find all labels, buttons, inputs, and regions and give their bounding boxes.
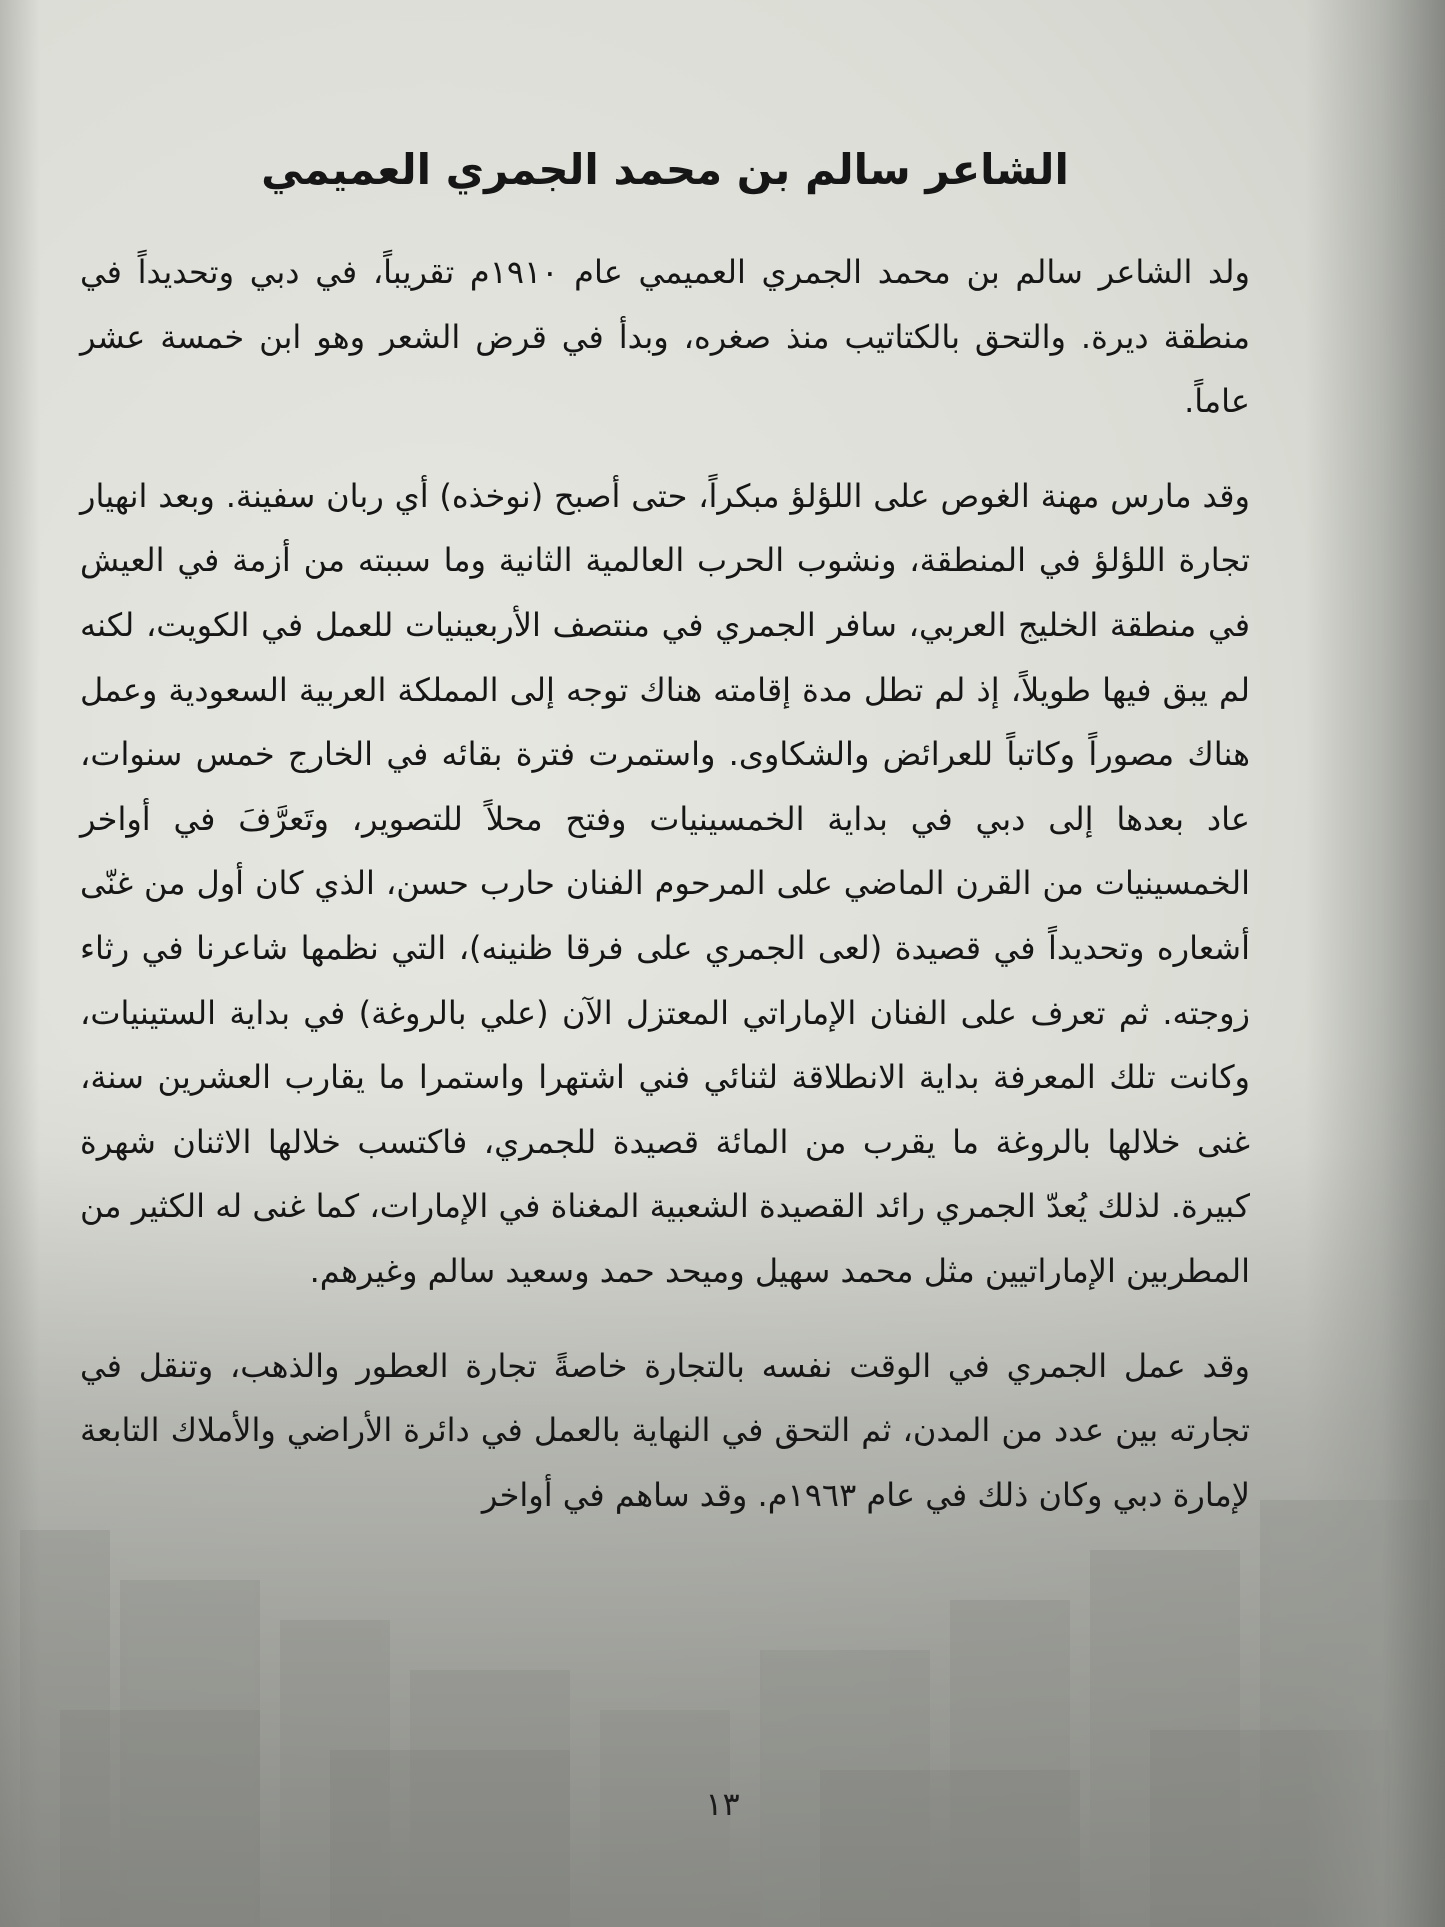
article — [80, 120, 1250, 1557]
paragraph-trade: وقد عمل الجمري في الوقت نفسه بالتجارة خاصةً تجارة العطور والذهب، وتنقل في تجارته بين عدد من المدن، ثم التحق في النهاية بالعمل في دائرة الأراضي والأملاك التابعة لإمارة دبي وكان ذلك في عام ١٩٦٣م. وقد ساهم في أواخر — [80, 1346, 1250, 1514]
paragraph-career: وقد مارس مهنة الغوص على اللؤلؤ مبكراً، حتى أصبح (نوخذه) أي ربان سفينة. وبعد انهيار تجارة اللؤلؤ في المنطقة، ونشوب الحرب العالمية الثانية وما سببته من أزمة في العيش في منطقة الخليج العربي، سافر الجمري في منتصف الأربعينيات للعمل في الكويت، لكنه لم يبق فيها طويلاً، إذ لم تطل مدة إقامته هناك توجه إلى المملكة العربية السعودية وعمل هناك مصوراً وكاتباً للعرائض والشكاوى. واستمرت فترة بقائه في الخارج خمس سنوات، عاد بعدها إلى دبي في بداية الخمسينيات وفتح محلاً للتصوير، وتَعرَّفَ في أواخر الخمسينيات من القرن الماضي على المرحوم الفنان حارب حسن، الذي كان أول من غنّى أشعاره وتحديداً في قصيدة (لعى الجمري على فرقا ظنينه)، التي نظمها شاعرنا في رثاء زوجته. ثم تعرف على الفنان الإماراتي المعتزل الآن (علي بالروغة) في بداية الستينيات، وكانت تلك المعرفة بداية الانطلاقة لثنائي فني اشتهرا واستمرا ما يقارب العشرين سنة، غنى خلالها بالروغة ما يقرب من المائة قصيدة للجمري، فاكتسب خلالها الاثنان شهرة كبيرة. لذلك يُعدّ الجمري رائد القصيدة الشعبية المغناة في الإمارات، كما غنى له الكثير من المطربين الإماراتيين مثل محمد سهيل وميحد حمد وسعيد سالم وغيرهم. — [80, 476, 1250, 1290]
page-title: الشاعر سالم بن محمد الجمري العميمي — [261, 145, 1069, 194]
book-gutter-shadow — [1305, 0, 1445, 1927]
paragraph-birth: ولد الشاعر سالم بن محمد الجمري العميمي عام ١٩١٠م تقريباً، في دبي وتحديداً في منطقة ديرة. والتحق بالكتاتيب منذ صغره، وبدأ في قرض الشعر وهو ابن خمسة عشر عاماً. — [80, 253, 1251, 421]
page-number: ١٣ — [705, 1785, 740, 1823]
page-edge-shadow — [0, 0, 40, 1927]
